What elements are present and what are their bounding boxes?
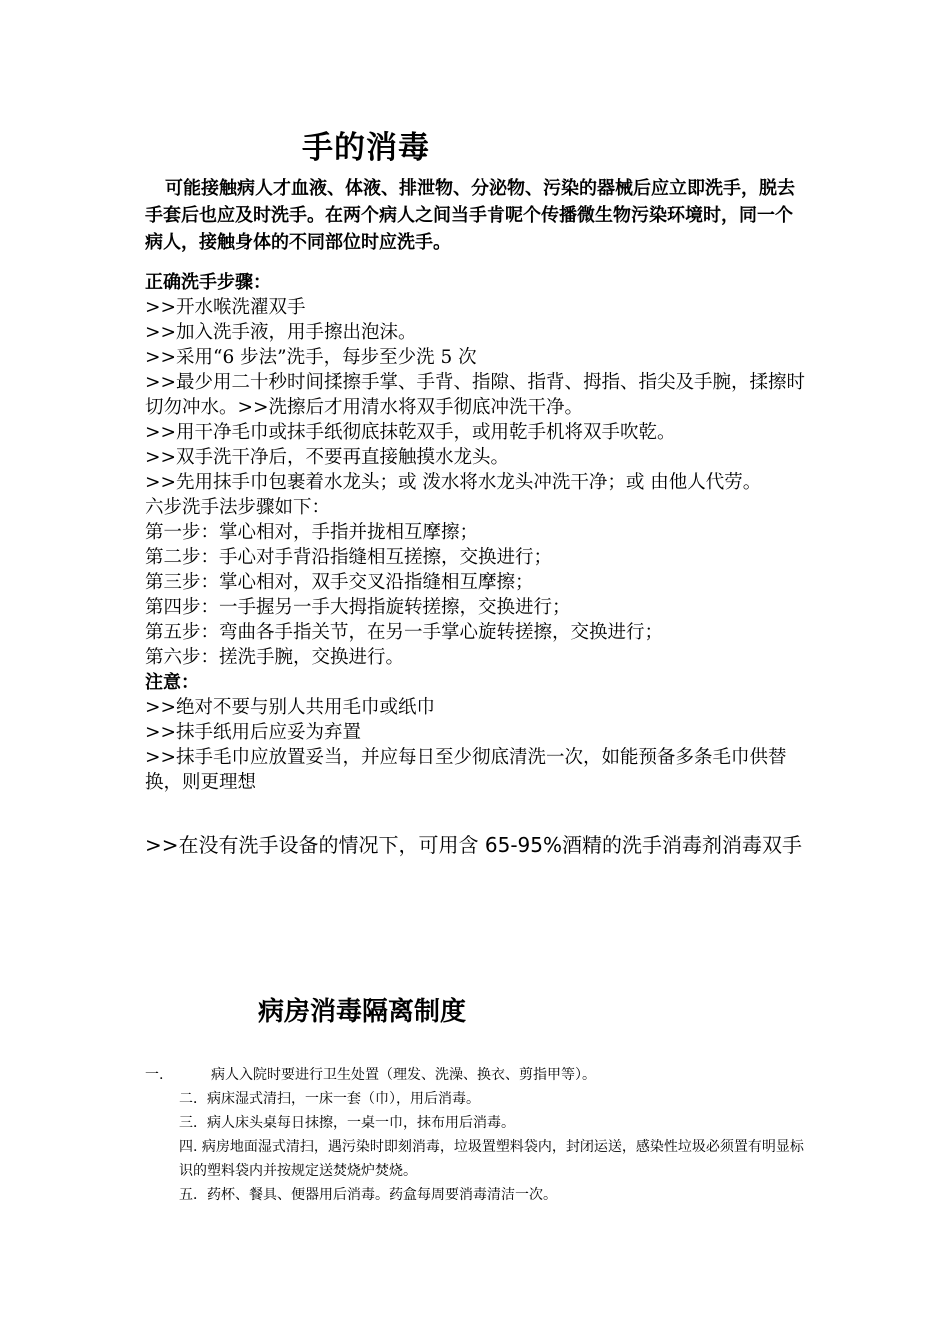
step-item: >>最少用二十秒时间揉擦手掌、手背、指隙、指背、拇指、指尖及手腕，揉擦时切勿冲水。>>洗擦后才用清水将双手彻底冲洗干净。 — [145, 372, 806, 418]
six-step-item: 第一步：掌心相对，手指并拢相互摩擦； — [145, 522, 479, 543]
rule-number: 一. — [145, 1067, 164, 1083]
six-step-item: 第六步：搓洗手腕，交换进行。 — [145, 647, 405, 668]
steps-heading: 正确洗手步骤： — [145, 272, 271, 293]
note-item: >>抹手纸用后应妥为弃置 — [145, 722, 362, 743]
hand-disinfection-title: 手的消毒 — [302, 130, 430, 166]
rule-text: 病人入院时要进行卫生处置（理发、洗澡、换衣、剪指甲等）。 — [211, 1067, 596, 1083]
note-item: >>绝对不要与别人共用毛巾或纸巾 — [145, 697, 436, 718]
step-item: >>用干净毛巾或抹手纸彻底抹乾双手，或用乾手机将双手吹乾。 — [145, 422, 676, 443]
rule-item: 三．病人床头桌每日抹擦，一桌一巾，抹布用后消毒。 — [179, 1115, 515, 1131]
note-item: >>抹手毛巾应放置妥当，并应每日至少彻底清洗一次，如能预备多条毛巾供替换，则更理想 — [145, 747, 787, 793]
six-step-heading: 六步洗手法步骤如下： — [145, 497, 331, 518]
ward-isolation-title: 病房消毒隔离制度 — [258, 997, 467, 1027]
six-step-item: 第四步：一手握另一手大拇指旋转搓擦，交换进行； — [145, 597, 571, 618]
hand-washing-section — [145, 270, 810, 795]
rule-item: 二．病床湿式清扫，一床一套（巾），用后消毒。 — [179, 1091, 480, 1107]
step-item: >>双手洗干净后，不要再直接触摸水龙头。 — [145, 447, 510, 468]
step-item: >>开水喉洗濯双手 — [145, 297, 306, 318]
step-item: >>加入洗手液，用手擦出泡沫。 — [145, 322, 417, 343]
ward-rules-list — [145, 1063, 810, 1207]
six-step-item: 第三步：掌心相对，双手交叉沿指缝相互摩擦； — [145, 572, 534, 593]
notes-heading: 注意： — [145, 672, 199, 693]
step-item: >>先用抹手巾包裹着水龙头；或 泼水将水龙头冲洗干净；或 由他人代劳。 — [145, 472, 762, 493]
step-item: >>采用“6 步法”洗手，每步至少洗 5 次 — [145, 347, 477, 368]
intro-paragraph: 可能接触病人才血液、体液、排泄物、分泌物、污染的器械后应立即洗手，脱去手套后也应及时洗手。在两个病人之间当手肯呢个传播微生物污染环境时，同一个病人，接触身体的不同部位时应洗手。 — [145, 178, 795, 253]
rule-item: 四. 病房地面湿式清扫，遇污染时即刻消毒，垃圾置塑料袋内，封闭运送，感染性垃圾必须置有明显标识的塑料袋内并按规定送焚烧炉焚烧。 — [179, 1139, 804, 1179]
six-step-item: 第二步：手心对手背沿指缝相互搓擦，交换进行； — [145, 547, 553, 568]
rule-item: 五．药杯、餐具、便器用后消毒。药盒每周要消毒清洁一次。 — [179, 1187, 557, 1203]
alcohol-sanitizer-note: >>在没有洗手设备的情况下，可用含 65-95%酒精的洗手消毒剂消毒双手 — [145, 833, 802, 857]
six-step-item: 第五步：弯曲各手指关节，在另一手掌心旋转搓擦，交换进行； — [145, 622, 664, 643]
rule-item — [145, 1063, 810, 1087]
